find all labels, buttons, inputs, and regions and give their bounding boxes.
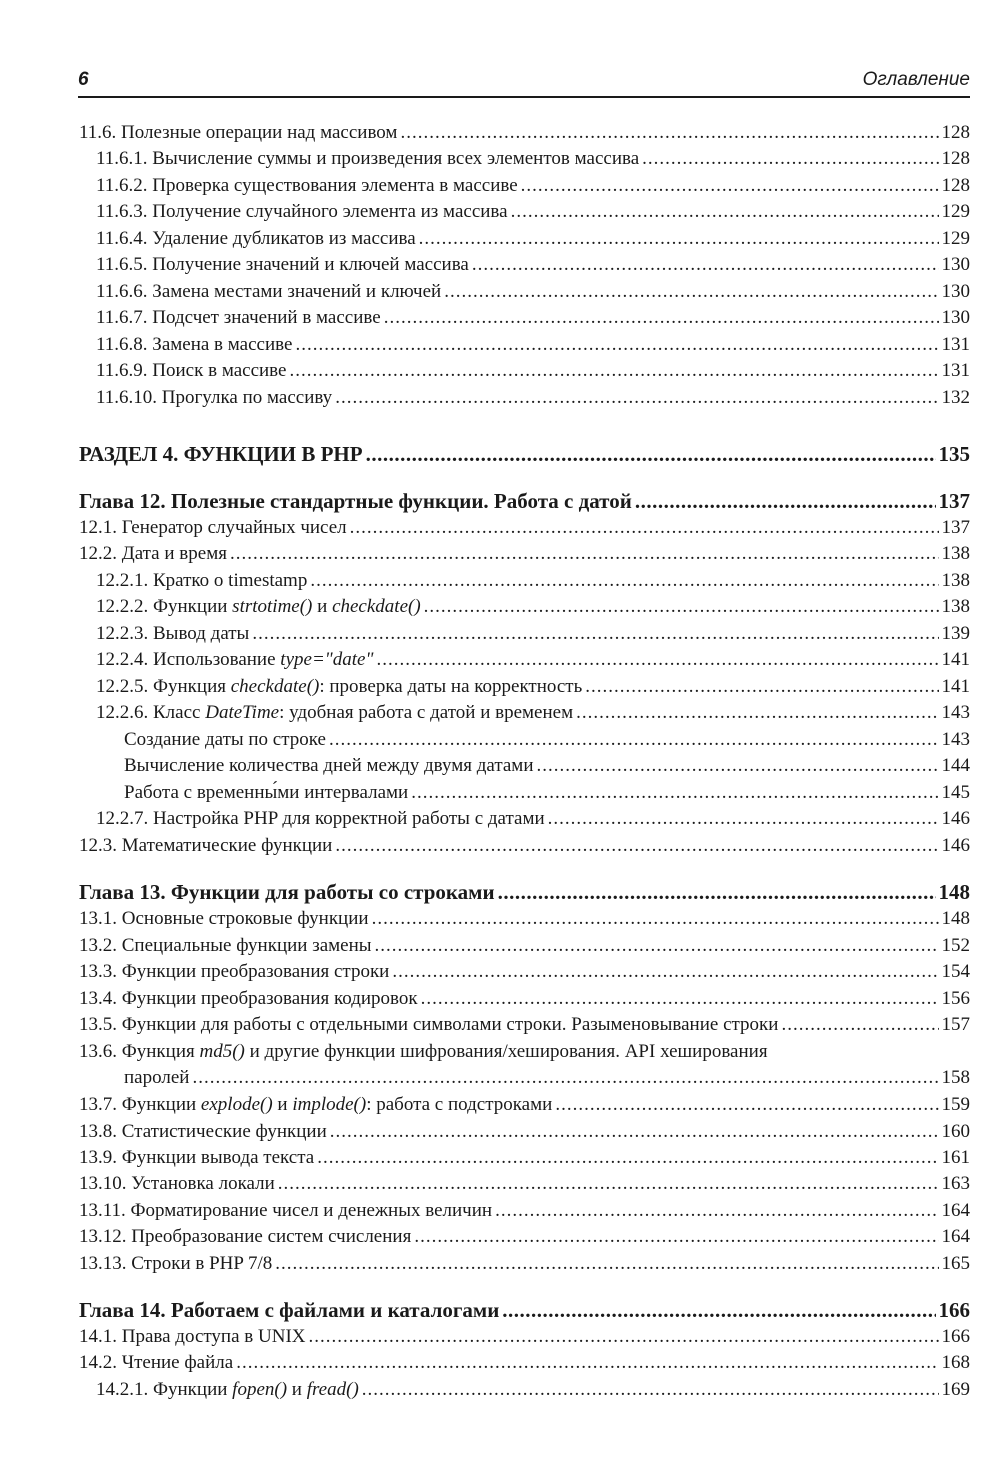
toc-entry: 14.1. Права доступа в UNIX ..... 166 xyxy=(79,1325,970,1349)
toc-entry: 14.2.1. Функции fopen() и fread() ..... 169 xyxy=(96,1378,970,1402)
toc-entry: 12.2.6. Класс DateTime: удобная работа с датой и временем ..... 143 xyxy=(96,701,970,725)
toc-entry: 11.6.5. Получение значений и ключей массива ..... 130 xyxy=(96,253,970,277)
toc-entry: 13.12. Преобразование систем счисления ..... 164 xyxy=(79,1225,970,1249)
toc-entry: 11.6.10. Прогулка по массиву ..... 132 xyxy=(96,386,970,410)
toc-entry: 11.6.4. Удаление дубликатов из массива ..... 129 xyxy=(96,227,970,251)
toc-entry: 13.11. Форматирование чисел и денежных величин ..... 164 xyxy=(79,1199,970,1223)
toc-entry: 11.6.3. Получение случайного элемента из массива ..... 129 xyxy=(96,200,970,224)
toc-entry: 11.6. Полезные операции над массивом ..... 128 xyxy=(79,121,970,145)
toc-entry: 13.5. Функции для работы с отдельными символами строки. Разыменовывание строки ..... 157 xyxy=(79,1013,970,1037)
toc-entry: 13.13. Строки в PHP 7/8 ..... 165 xyxy=(79,1252,970,1276)
toc-entry: 12.2.4. Использование type="date" ..... 141 xyxy=(96,648,970,672)
toc-entry: 11.6.8. Замена в массиве ..... 131 xyxy=(96,333,970,357)
toc-entry: 13.10. Установка локали ..... 163 xyxy=(79,1172,970,1196)
toc-entry: 13.8. Статистические функции ..... 160 xyxy=(79,1120,970,1144)
toc-chapter-heading: Глава 13. Функции для работы со строками ..... 148 xyxy=(79,880,970,904)
toc-entry: 14.2. Чтение файла ..... 168 xyxy=(79,1351,970,1375)
toc-entry: 12.2.3. Вывод даты ..... 139 xyxy=(96,622,970,646)
toc-entry: 12.3. Математические функции ..... 146 xyxy=(79,834,970,858)
toc-entry: Создание даты по строке ..... 143 xyxy=(124,728,970,752)
toc-part-heading: РАЗДЕЛ 4. ФУНКЦИИ В PHP ..... 135 xyxy=(79,442,970,466)
toc-entry: 13.7. Функции explode() и implode(): работа с подстроками ..... 159 xyxy=(79,1093,970,1117)
toc-entry: Вычисление количества дней между двумя датами ..... 144 xyxy=(124,754,970,778)
toc-entry: 13.3. Функции преобразования строки ..... 154 xyxy=(79,960,970,984)
toc-chapter-heading: Глава 14. Работаем с файлами и каталогами ..... 166 xyxy=(79,1298,970,1322)
toc-entry: 11.6.6. Замена местами значений и ключей ..... 130 xyxy=(96,280,970,304)
toc-entry: 11.6.9. Поиск в массиве ..... 131 xyxy=(96,359,970,383)
page-number: 6 xyxy=(78,69,89,90)
toc-entry: 13.4. Функции преобразования кодировок ..... 156 xyxy=(79,987,970,1011)
toc-entry: 12.1. Генератор случайных чисел ..... 137 xyxy=(79,516,970,540)
toc-entry: 12.2.2. Функции strtotime() и checkdate() ..... 138 xyxy=(96,595,970,619)
toc-entry: 11.6.2. Проверка существования элемента в массиве ..... 128 xyxy=(96,174,970,198)
toc-entry: 12.2.1. Кратко о timestamp ..... 138 xyxy=(96,569,970,593)
toc-entry-first-line: 13.6. Функция md5() и другие функции шифрования/хеширования. API хеширования xyxy=(79,1041,768,1062)
toc-entry: 12.2. Дата и время ..... 138 xyxy=(79,542,970,566)
toc-entry: 11.6.1. Вычисление суммы и произведения всех элементов массива ..... 128 xyxy=(96,147,970,171)
toc-entry: Работа с временны́ми интервалами ..... 145 xyxy=(124,781,970,805)
toc-entry-continuation: паролей ..... 158 xyxy=(124,1066,970,1090)
toc-entry: 13.2. Специальные функции замены ..... 152 xyxy=(79,934,970,958)
toc-entry: 12.2.5. Функция checkdate(): проверка даты на корректность ..... 141 xyxy=(96,675,970,699)
toc-entry: 13.1. Основные строковые функции ..... 148 xyxy=(79,907,970,931)
toc-chapter-heading: Глава 12. Полезные стандартные функции. Работа с датой ..... 137 xyxy=(79,489,970,513)
toc-entry: 12.2.7. Настройка PHP для корректной работы с датами ..... 146 xyxy=(96,807,970,831)
running-title: Оглавление xyxy=(862,69,970,90)
toc-entry: 13.9. Функции вывода текста ..... 161 xyxy=(79,1146,970,1170)
toc-entry: 11.6.7. Подсчет значений в массиве ..... 130 xyxy=(96,306,970,330)
